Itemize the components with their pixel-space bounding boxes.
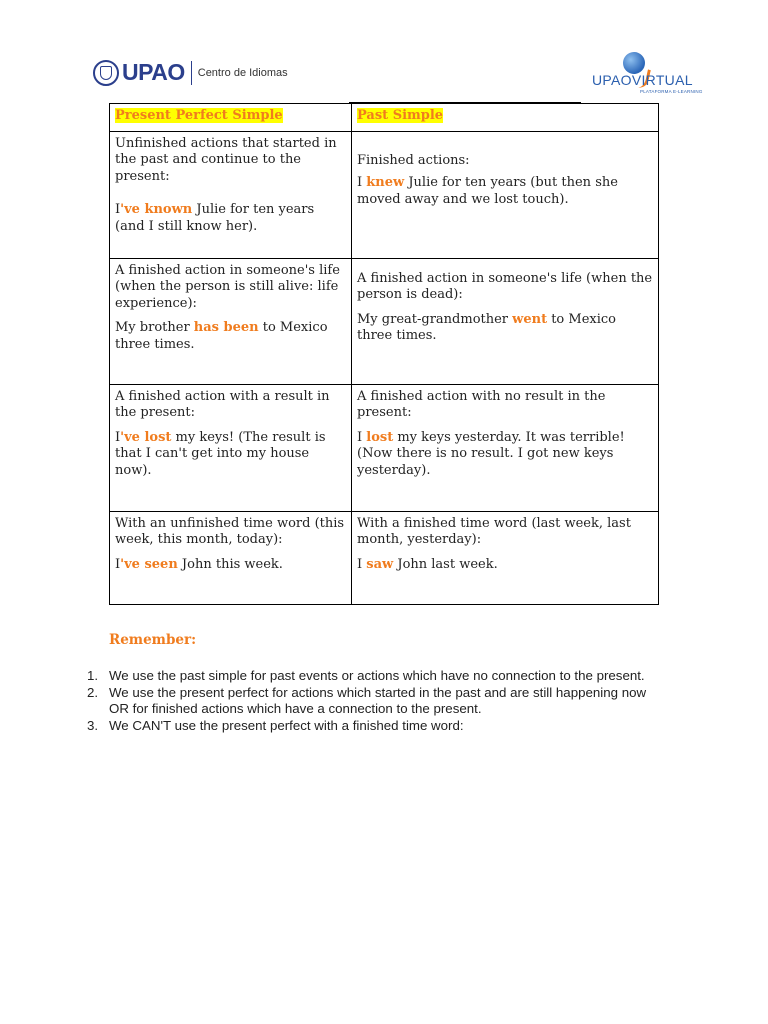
table-header-row: [110, 104, 659, 132]
verb-highlight: saw: [366, 556, 394, 572]
cell-example: I saw John last week.: [357, 556, 498, 572]
list-item: 3. We CAN'T use the present perfect with a finished time word:: [87, 717, 464, 733]
table-cell: [352, 511, 659, 604]
verb-highlight: has been: [193, 320, 259, 336]
header-present-perfect: Present Perfect Simple: [115, 108, 283, 123]
upao-virtual-logo: [592, 52, 704, 92]
table-cell: [110, 511, 352, 604]
table-cell: [352, 258, 659, 384]
cell-description: A finished action with no result in the present:: [357, 388, 606, 421]
verb-highlight: knew: [366, 175, 405, 191]
upao-logo: [93, 59, 288, 86]
brand-name: UPAO: [122, 59, 185, 85]
university-seal-icon: [93, 60, 119, 86]
cell-description: A finished action in someone's life (when the person is still alive: life experience):: [115, 262, 340, 311]
logo-divider: [191, 61, 192, 85]
verb-highlight: went: [512, 311, 548, 327]
table-cell: [110, 131, 352, 258]
cell-example: I've seen John this week.: [115, 556, 283, 572]
table-cell: [110, 258, 352, 384]
cell-example: I lost my keys yesterday. It was terrible! (Now there is no result. I got new keys yesterday).: [357, 429, 625, 478]
remember-heading: Remember:: [109, 632, 197, 648]
cell-description: A finished action with a result in the present:: [115, 388, 330, 421]
remember-list: [87, 668, 669, 734]
cell-description: Finished actions:: [357, 152, 470, 168]
list-item: 2. We use the present perfect for actions which started in the past and are still happening now OR for finished actions which have a connection to the present.: [87, 684, 647, 717]
cell-example: I've known Julie for ten years (and I still know her).: [115, 201, 315, 234]
verb-highlight: 've known: [120, 201, 193, 217]
department-name: Centro de Idiomas: [197, 66, 288, 79]
verb-highlight: lost: [366, 429, 394, 445]
header-past-simple: Past Simple: [357, 108, 444, 123]
cell-description: Unfinished actions that started in the past and continue to the present:: [115, 135, 337, 184]
verb-highlight: 've seen: [120, 556, 178, 572]
cell-description: With an unfinished time word (this week, this month, today):: [115, 515, 345, 548]
table-cell: [352, 131, 659, 258]
cell-description: A finished action in someone's life (when the person is dead):: [357, 270, 653, 303]
tense-comparison-table: [109, 103, 659, 605]
cell-example: My brother has been to Mexico three times.: [115, 320, 328, 352]
table-row: [110, 511, 659, 604]
header-cell: [110, 104, 352, 132]
cell-description: With a finished time word (last week, last month, yesterday):: [357, 515, 631, 548]
virtual-logo-subtitle: PLATAFORMA E-LEARNING: [640, 89, 703, 94]
list-item: 1. We use the past simple for past events or actions which have no connection to the present.: [87, 668, 645, 683]
table-row: [110, 131, 659, 258]
cell-example: I've lost my keys! (The result is that I can't get into my house now).: [115, 429, 326, 478]
table-row: [110, 384, 659, 511]
verb-highlight: 've lost: [120, 429, 172, 445]
header-cell: [352, 104, 659, 132]
table-cell: [110, 384, 352, 511]
cell-example: I knew Julie for ten years (but then she moved away and we lost touch).: [357, 175, 618, 207]
table-cell: [352, 384, 659, 511]
table-row: [110, 258, 659, 384]
virtual-logo-text: UPAOVIRTUAL: [592, 72, 693, 88]
cell-example: My great-grandmother went to Mexico three times.: [357, 311, 616, 344]
